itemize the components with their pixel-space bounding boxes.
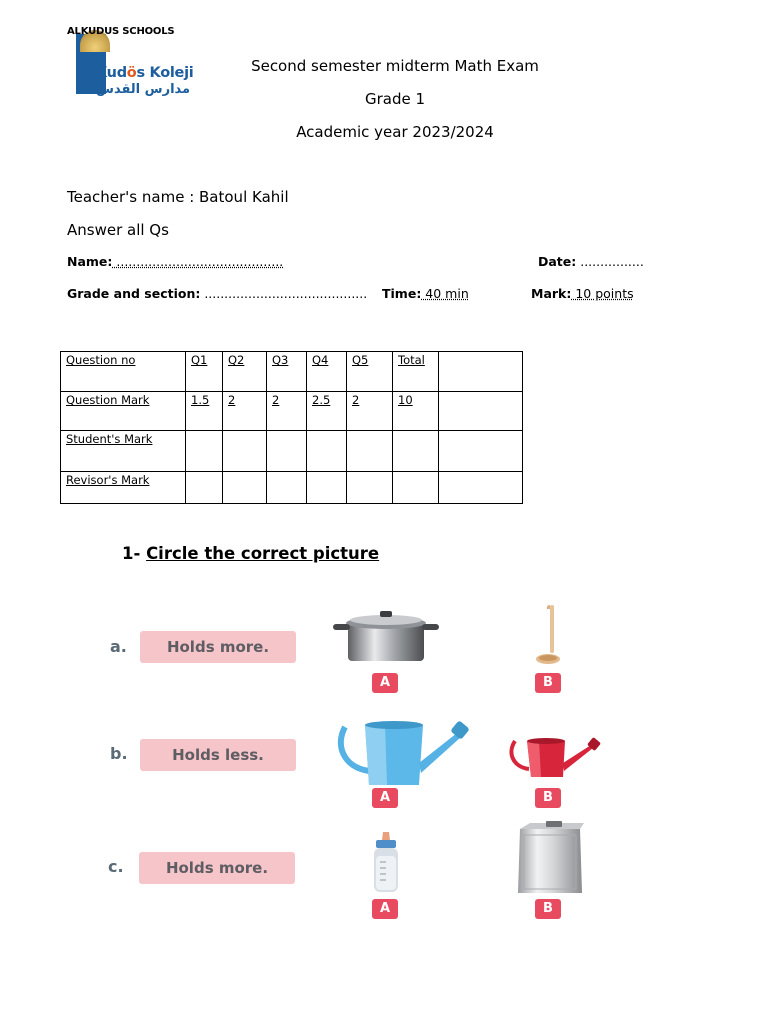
marks-table-row [61,431,523,472]
marks-table-cell [439,352,523,392]
name-label: Name: [67,254,113,269]
teacher-name: Teacher's name : Batoul Kahil [67,188,289,206]
marks-table-cell[interactable] [186,431,223,472]
grade-section-field[interactable] [67,286,367,301]
marks-table-cell[interactable] [347,472,393,504]
marks-table-cell: Q4 [307,352,347,392]
marks-table-cell[interactable] [267,431,307,472]
school-name: ALKUDUS SCHOOLS [67,26,175,37]
option-a-badge[interactable]: A [372,899,398,919]
marks-table-cell [439,392,523,431]
academic-year: Academic year 2023/2024 [296,123,494,141]
marks-table [60,351,523,504]
marks-table-cell: Q2 [223,352,267,392]
marks-table-cell[interactable] [347,431,393,472]
marks-table-cell[interactable] [307,472,347,504]
option-b-badge[interactable]: B [535,899,561,919]
marks-table-cell: Student's Mark [61,431,186,472]
baby-bottle-picture[interactable] [370,832,402,898]
marks-table-cell[interactable] [223,431,267,472]
marks-table-cell[interactable] [393,431,439,472]
marks-table-cell: 2.5 [307,392,347,431]
marks-table-cell: Total [393,352,439,392]
item-c-prompt: Holds more. [139,852,295,884]
question-text: Circle the correct picture [146,544,380,563]
option-b-badge[interactable]: B [535,788,561,808]
marks-table-cell: Q5 [347,352,393,392]
item-letter-b: b. [110,744,128,763]
item-b-prompt: Holds less. [140,739,296,771]
date-label: Date: [538,254,577,269]
marks-table-cell: 2 [223,392,267,431]
marks-table-cell: 2 [267,392,307,431]
large-watering-can-picture[interactable] [335,715,471,791]
marks-table-cell: 2 [347,392,393,431]
instruction: Answer all Qs [67,221,169,239]
marks-table-cell: 10 [393,392,439,431]
time-info [382,286,469,301]
marks-table-row [61,392,523,431]
mark-info [531,286,634,301]
exam-grade: Grade 1 [364,90,426,108]
marks-table-row [61,472,523,504]
marks-table-cell: Revisor's Mark [61,472,186,504]
marks-table-cell[interactable] [267,472,307,504]
grade-blank[interactable]: ......................................... [200,286,368,301]
item-letter-c: c. [108,857,124,876]
name-blank[interactable]: .......................................... [112,254,284,269]
cooking-pot-picture[interactable] [333,609,439,669]
marks-table-cell[interactable] [393,472,439,504]
ladle-picture[interactable] [531,603,565,671]
marks-table-row [61,352,523,392]
marks-table-cell[interactable] [439,431,523,472]
marks-table-cell[interactable] [439,472,523,504]
metal-tin-can-picture[interactable] [514,821,586,899]
marks-table-cell: Q1 [186,352,223,392]
question-1-title [122,544,379,563]
student-name-field[interactable] [67,254,283,269]
marks-table-cell: Q3 [267,352,307,392]
grade-label: Grade and section: [67,286,201,301]
option-a-badge[interactable]: A [372,788,398,808]
date-blank[interactable]: ................ [576,254,644,269]
marks-table-cell[interactable] [186,472,223,504]
mark-label: Mark: [531,286,572,301]
logo-name: Kudös Koleji [96,65,194,81]
marks-table-cell: Question Mark [61,392,186,431]
marks-table-cell: Question no [61,352,186,392]
time-value: 40 min [421,286,469,301]
logo-arabic-name: مدارس القدس [96,82,191,97]
item-a-prompt: Holds more. [140,631,296,663]
mark-value: 10 points [571,286,634,301]
marks-table-cell[interactable] [307,431,347,472]
marks-table-cell[interactable] [223,472,267,504]
question-number: 1- [122,544,147,563]
marks-table-cell: 1.5 [186,392,223,431]
date-field[interactable] [538,254,644,269]
option-b-badge[interactable]: B [535,673,561,693]
item-letter-a: a. [110,637,127,656]
time-label: Time: [382,286,422,301]
small-watering-can-picture[interactable] [507,733,601,785]
exam-title: Second semester midterm Math Exam [251,57,539,75]
option-a-badge[interactable]: A [372,673,398,693]
